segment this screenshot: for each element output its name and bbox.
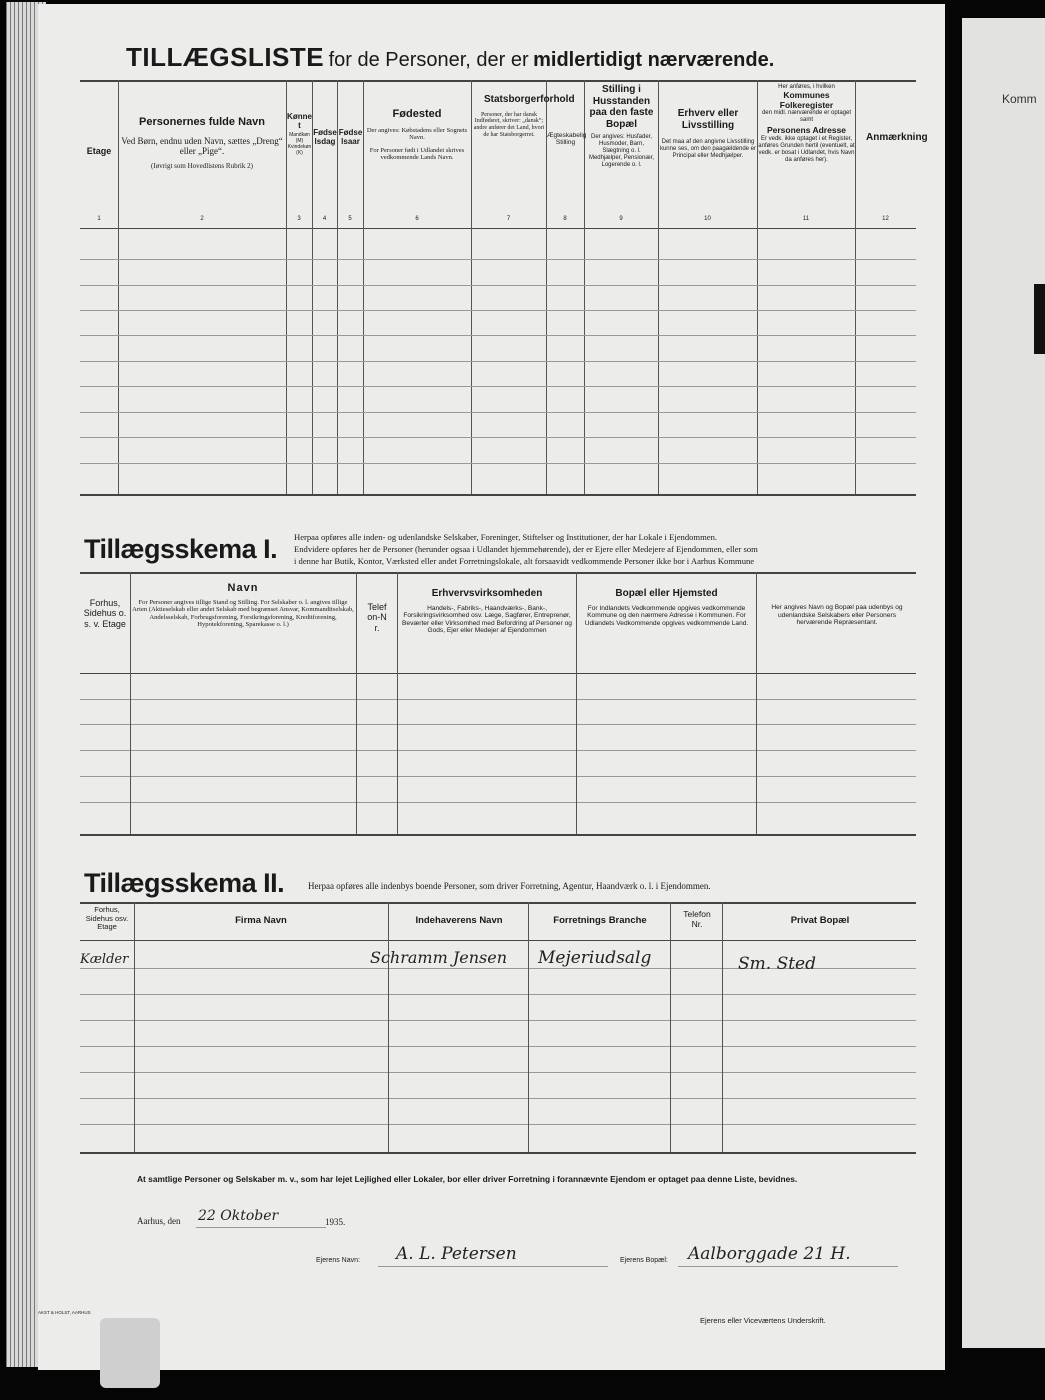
col-citizenship-sub: Personer, der har dansk Indfødsret, skriver: „dansk“; andre anfører det Land, hvori de har Statsborgerret. xyxy=(473,111,545,139)
col-household-sub: Der angives: Husfader, Husmoder, Barn, Slægtning o. l. Medhjælper, Pensionær, Logerende o. l. xyxy=(588,134,655,168)
skema2-col-etage: Forhus, Sidehus osv. Etage xyxy=(85,905,129,932)
printer-imprint: AKST & HOLST, AARHUS xyxy=(38,1310,91,1315)
table-header-rule xyxy=(80,228,916,229)
skema1-intro xyxy=(294,531,918,567)
col-remarks-title: Anmærkning xyxy=(866,132,928,143)
skema2-col-indehaver: Indehaverens Navn xyxy=(415,915,503,926)
table-top-rule xyxy=(80,80,916,82)
skema2-col-branche: Forretnings Branche xyxy=(553,915,647,926)
col-citizenship-header xyxy=(472,94,575,139)
footer-owner-name: A. L. Petersen xyxy=(396,1244,517,1264)
skema1-col-erhverv-sub: Handels-, Fabriks-, Haandværks-, Bank-, Forsikringsvirksomhed osv. Læge, Sagfører, Entreprenør, Beværter eller Virksomhed med Befordring af Personer og Gods, Ejer eller Medejer af Ejendommen xyxy=(402,604,572,635)
skema1-col-bopael xyxy=(578,588,755,627)
col-occupation-sub: Det maa af den angivne Livsstilling kunne ses, om den paagældende er Principal eller Medhjælper. xyxy=(659,139,757,159)
col-occupation-title: Erhverv eller Livsstilling xyxy=(677,108,739,131)
col-sex-header xyxy=(287,112,312,156)
col-birthday-header: Fødselsdag xyxy=(313,128,337,147)
col-citizenship-title: Statsborgerforhold xyxy=(484,94,575,105)
col-marital-header: Ægteskabelig Stilling xyxy=(547,132,587,147)
skema2-col-telefon-title: Telefon Nr. xyxy=(683,909,711,929)
skema2-col-telefon xyxy=(672,910,722,930)
skema2-col-firma: Firma Navn xyxy=(235,915,287,926)
list-title-emphasis: midlertidigt nærværende. xyxy=(533,49,775,71)
skema2-header-rule xyxy=(80,940,916,941)
skema2-title: Tillægsskema II. xyxy=(84,868,285,898)
skema1-title: Tillægsskema I. xyxy=(84,534,278,564)
col-registry-title: Kommunes Folkeregister xyxy=(779,89,834,110)
skema1-col-etage: Forhus, Sidehus o. s. v. Etage xyxy=(83,598,127,629)
footer-declaration: At samtlige Personer og Selskaber m. v., som har lejet Lejlighed eller Lokaler, bor eller driver Forretning i forannævnte Ejendom er optaget paa denne Liste, bevidnes. xyxy=(137,1174,798,1184)
skema2-row1-bopael: Sm. Sted xyxy=(738,954,816,974)
skema1-header-rule xyxy=(80,673,916,674)
list-title-bold: TILLÆGSLISTE xyxy=(126,42,325,72)
skema1-col-telefon-title: Telefon-Nr. xyxy=(367,602,387,633)
skema1-intro-line2: Endvidere opføres her de Personer (herunder ogsaa i Udlandet hjemmehørende), der er Ejere eller Medejere af Ejendommen, eller som xyxy=(294,544,758,554)
footer-date: 22 Oktober xyxy=(198,1208,279,1224)
skema1-bottom-rule xyxy=(80,834,916,836)
col-household-title: Stilling i Husstanden paa den faste Bopæl xyxy=(589,84,654,130)
footer-signature-label: Ejerens eller Viceværtens Underskrift. xyxy=(700,1316,826,1325)
skema1-intro-line1: Herpaa opføres alle inden- og udenlandske Selskaber, Foreninger, Stiftelser og Institutioner, der har Lokale i Ejendommen. xyxy=(294,532,718,542)
col-birthplace-sub2: For Personer født i Udlandet skrives vedkommende Lands Navn. xyxy=(369,146,465,162)
skema2-row1-etage: Kælder xyxy=(80,952,129,967)
skema1-col-navn-sub: For Personer angives tillige Stand og Stilling. For Selskaber o. l. angives tillige Arten (Aktieselskab eller andet Selskab med begrænset Ansvar, Kommanditselskab, Andelsselskab, Forbrugsforening, Forsikringsforening, Kreditforening, Hypotekforening, Sparekasse o. l.) xyxy=(132,598,354,629)
col-registry-pre: Her anføres, i hvilken xyxy=(778,84,835,90)
col-name-sub2: (Iøvrigt som Hovedlistens Rubrik 2) xyxy=(151,162,253,171)
form-page: TILLÆGSLISTE for de Personer, der er midlertidigt nærværende. Etage Personernes fulde Navn Ved Børn, endnu uden Navn, sættes „Dreng“ eller „Pige“. (Iøvrigt som Hovedlistens Rubrik 2) Kønnet Mandkøn (M) Kvindekøn (K) Fødselsdag Fødselsaar Fødested Der angives: Købstadens eller Sognets Navn. For Personer født i Udlandet skrives vedkommende Lands Navn. Statsborgerforhold Personer, der har dansk Indfødsret, skriver: „dansk“; andre anfører det Land, hvori de har Statsborgerret. Ægteskabelig Stilling Stilling i Husstanden paa den faste Bopæl Der angives: Husfader, Husmoder, Barn, Slægtning o. l. Medhjælper, Pensionær, Logerende o. l. Erhverv eller Livsstilling Det maa af den angivne Livsstilling kunne ses, om den paagældende er Principal eller Medhjælper. Her anføres, i hvilken Kommunes Folkeregister den midl. nærværende er optaget samt Personens Adresse Er vedk. ikke optaget i et Register, anføres Grunden hertil (eventuelt, at vedk. er bosat i Udlandet, hvis Navn da anføres her). Anmærkning 1 2 3 4 5 6 7 8 9 10 11 12 Tillægsskema I. Herpaa opføres alle inden- og udenlandske Selskaber, Foreninger, Stiftelser og Institutioner, der har Lokale i Ejendommen. Endvidere opføres her de Personer (herunder ogsaa i Udlandet hjemmehørende), der er Ejere eller Medejere af Ejendommen, eller som i denne har Butik, Kontor, Værksted eller andet Forretningslokale, alt forsaavidt vedkommende Personer ikke bor i Aarhus Kommune Forhus, Sidehus o. s. v. Etage Navn For Personer angives tillige Stand og Stilling. For Selskaber o. l. angives tillige Arten (Aktieselskab eller andet Selskab med begrænset Ansvar, Kommanditselskab, Andelsselskab, Forbrugsforening, Forsikringsforening, Kreditforening, Hypotekforening, Sparekasse o. l.) Telefon-Nr. Erhvervsvirksomheden Handels-, Fabriks-, Haandværks-, Bank-, Forsikringsvirksomhed osv. Læge, Sagfører, Entreprenør, Beværter eller Virksomhed med Befordring af Personer og Gods, Ejer eller Medejer af Ejendommen Bopæl eller Hjemsted For Indlandets Vedkommende opgives vedkommende Kommune og den nærmere Adresse i Kommunen. For Udlandets Vedkommende opgives vedkommende Land. Her angives Navn og Bopæl paa udenbys og udenlandske Selskabers eller Personers herværende Repræsentant. Tillægsskema II. Herpaa opføres alle indenbys boende Personer, som driver Forretning, Agentur, Haandværk o. l. i Ejendommen. Forhus, Sidehus osv. Etage Firma Navn Indehaverens Navn Forretnings Branche Telefon Nr. Privat Bopæl Kælder Schramm Jensen Mejeriudsalg Sm. Sted At samtlige Personer og Selskaber m. v., som har lejet Lejlighed eller Lokaler, bor eller driver Forretning i forannævnte Ejendom er optaget paa denne Liste, bevidnes. Aarhus, den 22 Oktober 1935. Ejerens Navn: A. L. Petersen Ejerens Bopæl: Aalborggade 21 H. Ejerens eller Viceværtens Underskrift. AKST & HOLST, AARHUS xyxy=(38,4,945,1370)
skema2-col-bopael: Privat Bopæl xyxy=(790,915,850,926)
facing-page-text: Komm xyxy=(1002,92,1037,106)
list-title-text: for de Personer, der er xyxy=(328,49,529,71)
footer-place: Aarhus, den xyxy=(137,1216,181,1226)
skema2-row1-indehaver: Schramm Jensen xyxy=(370,948,508,967)
skema1-col-telefon xyxy=(358,602,396,633)
col-registry-title2: Personens Adresse xyxy=(766,125,847,136)
footer-address: Aalborggade 21 H. xyxy=(688,1244,851,1264)
col-birthplace-sub: Der angives: Købstadens eller Sognets Navn. xyxy=(366,126,468,142)
col-birthyear-header: Fødselsaar xyxy=(338,128,363,147)
col-etage-header: Etage xyxy=(86,146,112,156)
list-title xyxy=(126,42,774,73)
table-bottom-rule xyxy=(80,494,916,496)
footer-owner-label: Ejerens Navn: xyxy=(316,1257,360,1264)
index-tab xyxy=(1034,284,1045,354)
col-remarks-header xyxy=(856,132,928,144)
col-sex-sub: Mandkøn (M) Kvindekøn (K) xyxy=(287,132,312,156)
col-registry-sub2: Er vedk. ikke optaget i et Register, anføres Grunden hertil (eventuelt, at vedk. er bosat i Udlandet, hvis Navn da anføres her). xyxy=(758,135,855,163)
col-sex-title: Kønnet xyxy=(287,112,312,131)
skema1-intro-line3: i denne har Butik, Kontor, Værksted eller andet Forretningslokale, alt forsaavidt vedkommende Personer ikke bor i Aarhus Kommune xyxy=(294,556,755,566)
skema2-intro: Herpaa opføres alle indenbys boende Personer, som driver Forretning, Agentur, Haandværk o. l. i Ejendommen. xyxy=(308,881,711,891)
skema2-top-rule xyxy=(80,902,916,904)
skema1-col-erhverv xyxy=(399,588,575,635)
col-birthplace-header xyxy=(365,108,469,162)
skema1-col-rep: Her angives Navn og Bopæl paa udenbys og udenlandske Selskabers eller Personers herværende Repræsentant. xyxy=(771,604,903,627)
skema1-col-bopael-title: Bopæl eller Hjemsted xyxy=(615,588,718,599)
col-registry-header xyxy=(758,84,855,164)
page-fold-corner xyxy=(100,1318,160,1388)
skema1-top-rule xyxy=(80,572,916,574)
col-registry-sub: den midl. nærværende er optaget samt xyxy=(761,110,852,124)
col-name-header xyxy=(120,116,284,170)
skema1-col-navn xyxy=(132,582,354,629)
facing-page xyxy=(962,18,1045,1348)
skema2-bottom-rule xyxy=(80,1152,916,1154)
col-household-header xyxy=(585,84,658,168)
footer-address-label: Ejerens Bopæl: xyxy=(620,1257,668,1264)
col-birthplace-title: Fødested xyxy=(392,108,442,120)
skema1-col-navn-title: Navn xyxy=(227,582,259,594)
footer-year: 1935. xyxy=(325,1217,346,1227)
skema1-col-bopael-sub: For Indlandets Vedkommende opgives vedkommende Kommune og den nærmere Adresse i Kommunen. For Udlandets Vedkommende opgives vedkommende Land. xyxy=(584,604,749,627)
col-occupation-header xyxy=(659,108,757,160)
col-name-sub: Ved Børn, endnu uden Navn, sættes „Dreng“ eller „Pige“. xyxy=(121,135,283,156)
skema1-col-erhverv-title: Erhvervsvirksomheden xyxy=(431,588,543,599)
skema2-row1-branche: Mejeriudsalg xyxy=(538,948,652,968)
col-name-title: Personernes fulde Navn xyxy=(139,116,265,128)
